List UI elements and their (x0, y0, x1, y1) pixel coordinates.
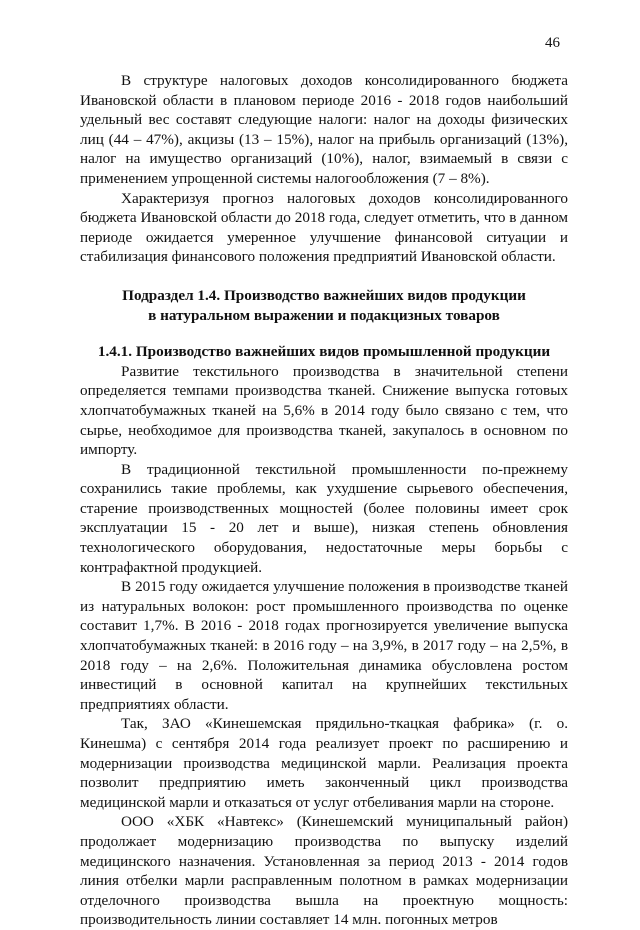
section-heading-line-1: Подраздел 1.4. Производство важнейших видов продукции (122, 286, 526, 304)
intro-paragraph-1: В структуре налоговых доходов консолидированного бюджета Ивановской области в плановом периоде 2016 - 2018 годов наибольший удельный вес составят следующие налоги: налог на доходы физических лиц (44 – 47%), акцизы (13 – 15%), налог на прибыль организаций (13%), налог на имущество организаций (10%), налог, взимаемый в связи с применением упрощенной системы налогообложения (7 – 8%). (80, 72, 568, 187)
page-number: 46 (545, 35, 560, 51)
section-heading-line-2: в натуральном выражении и подакцизных товаров (148, 306, 500, 324)
intro-paragraph-2: Характеризуя прогноз налоговых доходов консолидированного бюджета Ивановской области до 2018 года, следует отметить, что в данном периоде ожидается умеренное улучшение финансовой ситуации и стабилизация финансового положения предприятий Ивановской области. (80, 189, 568, 266)
page-content (80, 71, 568, 930)
subsection-heading: 1.4.1. Производство важнейших видов промышленной продукции (97, 343, 551, 361)
body-paragraph-5: ООО «ХБК «Навтекс» (Кинешемский муниципальный район) продолжает модернизацию производства по выпуску изделий медицинского назначения. Установленная за период 2013 - 2014 годов линия отбелки марли расправленным полотном в рамках модернизации отделочного производства вышла на проектную мощность: производительность линии составляет 14 млн. погонных метров (80, 813, 568, 929)
body-paragraph-4: Так, ЗАО «Кинешемская прядильно-ткацкая фабрика» (г. о. Кинешма) с сентября 2014 года реализует проект по расширению и модернизации производства медицинской марли. Реализация проекта позволит предприятию иметь законченный цикл производства медицинской марли и отказаться от услуг отбеливания марли на стороне. (80, 715, 568, 811)
section-heading (80, 286, 568, 325)
body-paragraph-1: Развитие текстильного производства в значительной степени определяется темпами производства тканей. Снижение выпуска готовых хлопчатобумажных тканей на 5,6% в 2014 году было связано с тем, что сырье, необходимое для производства тканей, закупалось в основном по импорту. (80, 362, 568, 459)
body-paragraph-2: В традиционной текстильной промышленности по-прежнему сохранились такие проблемы, как ухудшение сырьевого обеспечения, старение производственных мощностей (более половины имеет срок эксплуатации 15 - 20 лет и выше), низкая степень обновления технологического оборудования, недостаточные меры борьбы с контрафактной продукцией. (80, 460, 568, 576)
body-paragraph-3: В 2015 году ожидается улучшение положения в производстве тканей из натуральных волокон: рост промышленного производства по оценке составит 1,7%. В 2016 - 2018 годах прогнозируется увеличение выпуска хлопчатобумажных тканей: в 2016 году – на 3,9%, в 2017 году – на 2,5%, в 2018 году – на 2,6%. Положительная динамика обусловлена ростом инвестиций в основной капитал на крупнейших текстильных предприятиях области. (80, 578, 568, 713)
